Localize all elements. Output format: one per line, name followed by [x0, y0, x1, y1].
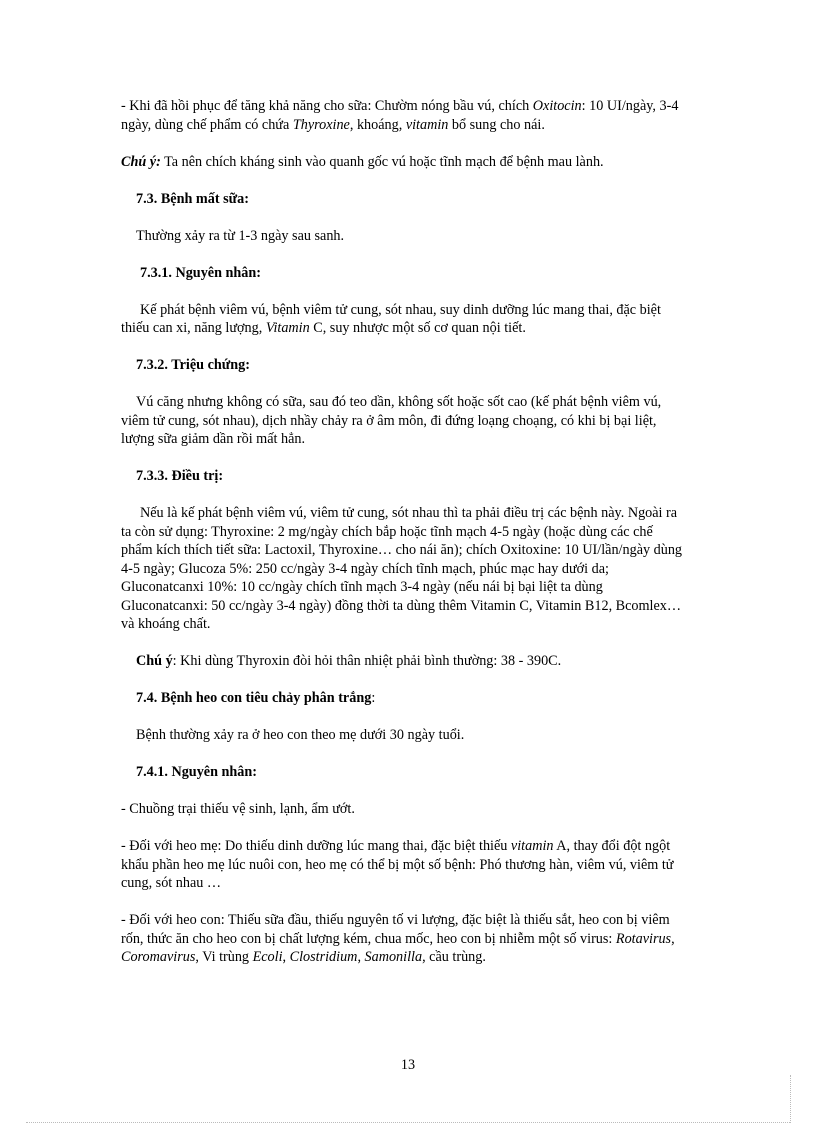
page-content — [121, 97, 687, 967]
heading-7-4-1: 7.4.1. Nguyên nhân: — [136, 764, 258, 780]
paragraph-7-4: Bệnh thường xảy ra ở heo con theo mẹ dưới 30 ngày tuổi. — [136, 727, 465, 743]
paragraph-7-3-1: Kế phát bệnh viêm vú, bệnh viêm tử cung, sót nhau, suy dinh dưỡng lúc mang thai, đặc biệt thiếu can xi, năng lượng, Vitamin C, suy nhược một số cơ quan nội tiết. — [121, 301, 661, 336]
heading-7-4: 7.4. Bệnh heo con tiêu chảy phân trắng: — [136, 690, 376, 706]
paragraph-7-4-1-hygiene: - Chuồng trại thiếu vệ sinh, lạnh, ẩm ướt. — [121, 801, 355, 817]
page-border-right — [790, 1075, 791, 1123]
paragraph-7-3-2: Vú căng nhưng không có sữa, sau đó teo dần, không sốt hoặc sốt cao (kế phát bệnh viêm vú, viêm tử cung, sót nhau), dịch nhầy chảy ra ở âm môn, đi đứng loạng choạng, có khi bị bại liệt, lượng sữa giảm dần rồi mất hẳn. — [121, 394, 662, 447]
paragraph-recovery: - Khi đã hồi phục để tăng khả năng cho sữa: Chườm nóng bầu vú, chích Oxitocin: 10 UI/ngày, 3-4 ngày, dùng chế phẩm có chứa Thyroxine, khoáng, vitamin bổ sung cho nái. — [121, 98, 679, 133]
heading-7-3: 7.3. Bệnh mất sữa: — [136, 190, 249, 207]
page-number: 13 — [400, 1057, 416, 1073]
paragraph-7-3: Thường xảy ra từ 1-3 ngày sau sanh. — [136, 227, 345, 244]
paragraph-7-4-1-sow: - Đối với heo mẹ: Do thiếu dinh dưỡng lúc mang thai, đặc biệt thiếu vitamin A, thay đổi đột ngột khẩu phần heo mẹ lúc nuôi con, heo mẹ có thể bị một số bệnh: Phó thương hàn, viêm vú, viêm tử cung, sót nhau … — [121, 838, 674, 891]
note-antibiotic: Chú ý: Ta nên chích kháng sinh vào quanh gốc vú hoặc tĩnh mạch để bệnh mau lành. — [121, 153, 604, 170]
heading-7-3-3: 7.3.3. Điều trị: — [136, 468, 224, 484]
heading-7-3-1: 7.3.1. Nguyên nhân: — [140, 264, 262, 281]
paragraph-7-4-1-piglet: - Đối với heo con: Thiếu sữa đầu, thiếu nguyên tố vi lượng, đặc biệt là thiếu sắt, heo con bị viêm rốn, thức ăn cho heo con bị chất lượng kém, chua mốc, heo con bị nhiễm một số virus: Rotavirus, Coromavirus, Vi trùng Ecoli, Clostridium, Samonilla, cầu trùng. — [121, 912, 675, 965]
paragraph-7-3-3: Nếu là kế phát bệnh viêm vú, viêm tử cung, sót nhau thì ta phải điều trị các bệnh này. Ngoài ra ta còn sử dụng: Thyroxine: 2 mg/ngày chích bắp hoặc tĩnh mạch 4-5 ngày (hoặc dùng các chế phẩm kích thích tiết sữa: Lactoxil, Thyroxine… cho nái ăn); chích Oxitoxine: 10 UI/lần/ngày dùng 4-5 ngày; Glucoza 5%: 250 cc/ngày 3-4 ngày chích tĩnh mạch, phúc mạc hay dưới da; Gluconatcanxi 10%: 10 cc/ngày chích tĩnh mạch 3-4 ngày (nếu nái bị bại liệt ta dùng Gluconatcanxi: 50 cc/ngày 3-4 ngày) đồng thời ta dùng thêm Vitamin C, Vitamin B12, Bcomlex… và khoáng chất. — [121, 505, 683, 632]
note-thyroxin: Chú ý: Khi dùng Thyroxin đòi hỏi thân nhiệt phải bình thường: 38 - 390C. — [136, 653, 562, 669]
heading-7-3-2: 7.3.2. Triệu chứng: — [136, 357, 251, 373]
